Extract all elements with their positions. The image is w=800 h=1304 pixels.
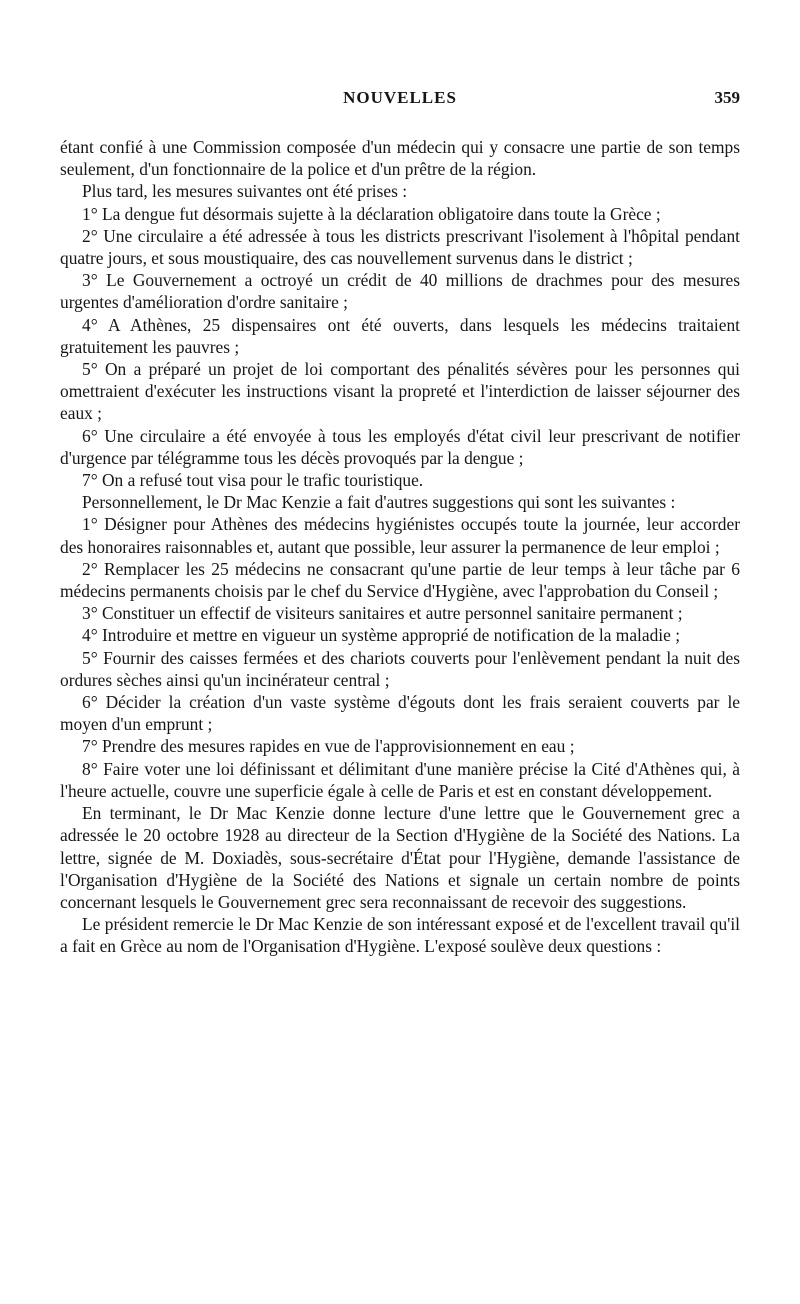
list-item: 3° Le Gouvernement a octroyé un crédit de 40 millions de drachmes pour des mesures urgentes d'amélioration d'ordre sanitaire ; bbox=[60, 270, 740, 313]
list-item: 6° Décider la création d'un vaste système d'égouts dont les frais seraient couverts par le moyen d'un emprunt ; bbox=[60, 692, 740, 735]
page-header bbox=[60, 88, 740, 116]
list-item: 5° On a préparé un projet de loi comportant des pénalités sévères pour les personnes qui omettraient d'exécuter les instructions visant la propreté et l'interdiction de laisser séjourner des eaux ; bbox=[60, 359, 740, 424]
list-item: 7° On a refusé tout visa pour le trafic touristique. bbox=[82, 470, 424, 491]
paragraph: étant confié à une Commission composée d'un médecin qui y consacre une partie de son temps seulement, d'un fonctionnaire de la police et d'un prêtre de la région. bbox=[60, 137, 740, 180]
body-text bbox=[60, 136, 740, 958]
list-item: 5° Fournir des caisses fermées et des chariots couverts pour l'enlèvement pendant la nuit des ordures sèches ainsi qu'un incinérateur central ; bbox=[60, 647, 740, 690]
paragraph: Plus tard, les mesures suivantes ont été prises : bbox=[82, 181, 408, 202]
list-item: 6° Une circulaire a été envoyée à tous les employés d'état civil leur prescrivant de notifier d'urgence par télégramme tous les décès provoqués par la dengue ; bbox=[60, 425, 740, 468]
list-item: 4° A Athènes, 25 dispensaires ont été ouverts, dans lesquels les médecins traitaient gratuitement les pauvres ; bbox=[60, 314, 740, 357]
list-item: 1° La dengue fut désormais sujette à la déclaration obligatoire dans toute la Grèce ; bbox=[82, 203, 661, 224]
list-item: 1° Désigner pour Athènes des médecins hygiénistes occupés toute la journée, leur accorder des honoraires raisonnables et, autant que possible, leur assurer la permanence de leur emploi ; bbox=[60, 514, 740, 557]
running-title: NOUVELLES bbox=[343, 88, 457, 107]
list-item: 7° Prendre des mesures rapides en vue de l'approvisionnement en eau ; bbox=[82, 736, 575, 757]
list-item: 2° Remplacer les 25 médecins ne consacrant qu'une partie de leur temps à leur tâche par 6 médecins permanents choisis par le chef du Service d'Hygiène, avec l'approbation du Conseil ; bbox=[60, 558, 740, 602]
list-item: 8° Faire voter une loi définissant et délimitant d'une manière précise la Cité d'Athènes qui, à l'heure actuelle, couvre une superficie égale à celle de Paris et est en constant développement. bbox=[60, 758, 740, 801]
list-item: 4° Introduire et mettre en vigueur un système approprié de notification de la maladie ; bbox=[82, 625, 681, 646]
page-number: 359 bbox=[714, 88, 740, 107]
list-item: 3° Constituer un effectif de visiteurs sanitaires et autre personnel sanitaire permanent ; bbox=[82, 603, 683, 624]
paragraph: En terminant, le Dr Mac Kenzie donne lecture d'une lettre que le Gouvernement grec a adressée le 20 octobre 1928 au directeur de la Section d'Hygiène de la Société des Nations. La lettre, signée de M. Doxiadès, sous-secrétaire d'État pour l'Hygiène, demande l'assistance de l'Organisation d'Hygiène de la Société des Nations et signale un certain nombre de points concernant lesquels le Gouvernement grec sera reconnaissant de recevoir des suggestions. bbox=[60, 803, 740, 912]
list-item: 2° Une circulaire a été adressée à tous les districts prescrivant l'isolement à l'hôpital pendant quatre jours, et sous moustiquaire, des cas nouvellement survenus dans le district ; bbox=[60, 225, 740, 269]
paragraph: Personnellement, le Dr Mac Kenzie a fait d'autres suggestions qui sont les suivantes : bbox=[82, 492, 676, 513]
paragraph: Le président remercie le Dr Mac Kenzie de son intéressant exposé et de l'excellent travail qu'il a fait en Grèce au nom de l'Organisation d'Hygiène. L'exposé soulève deux questions : bbox=[60, 914, 740, 957]
